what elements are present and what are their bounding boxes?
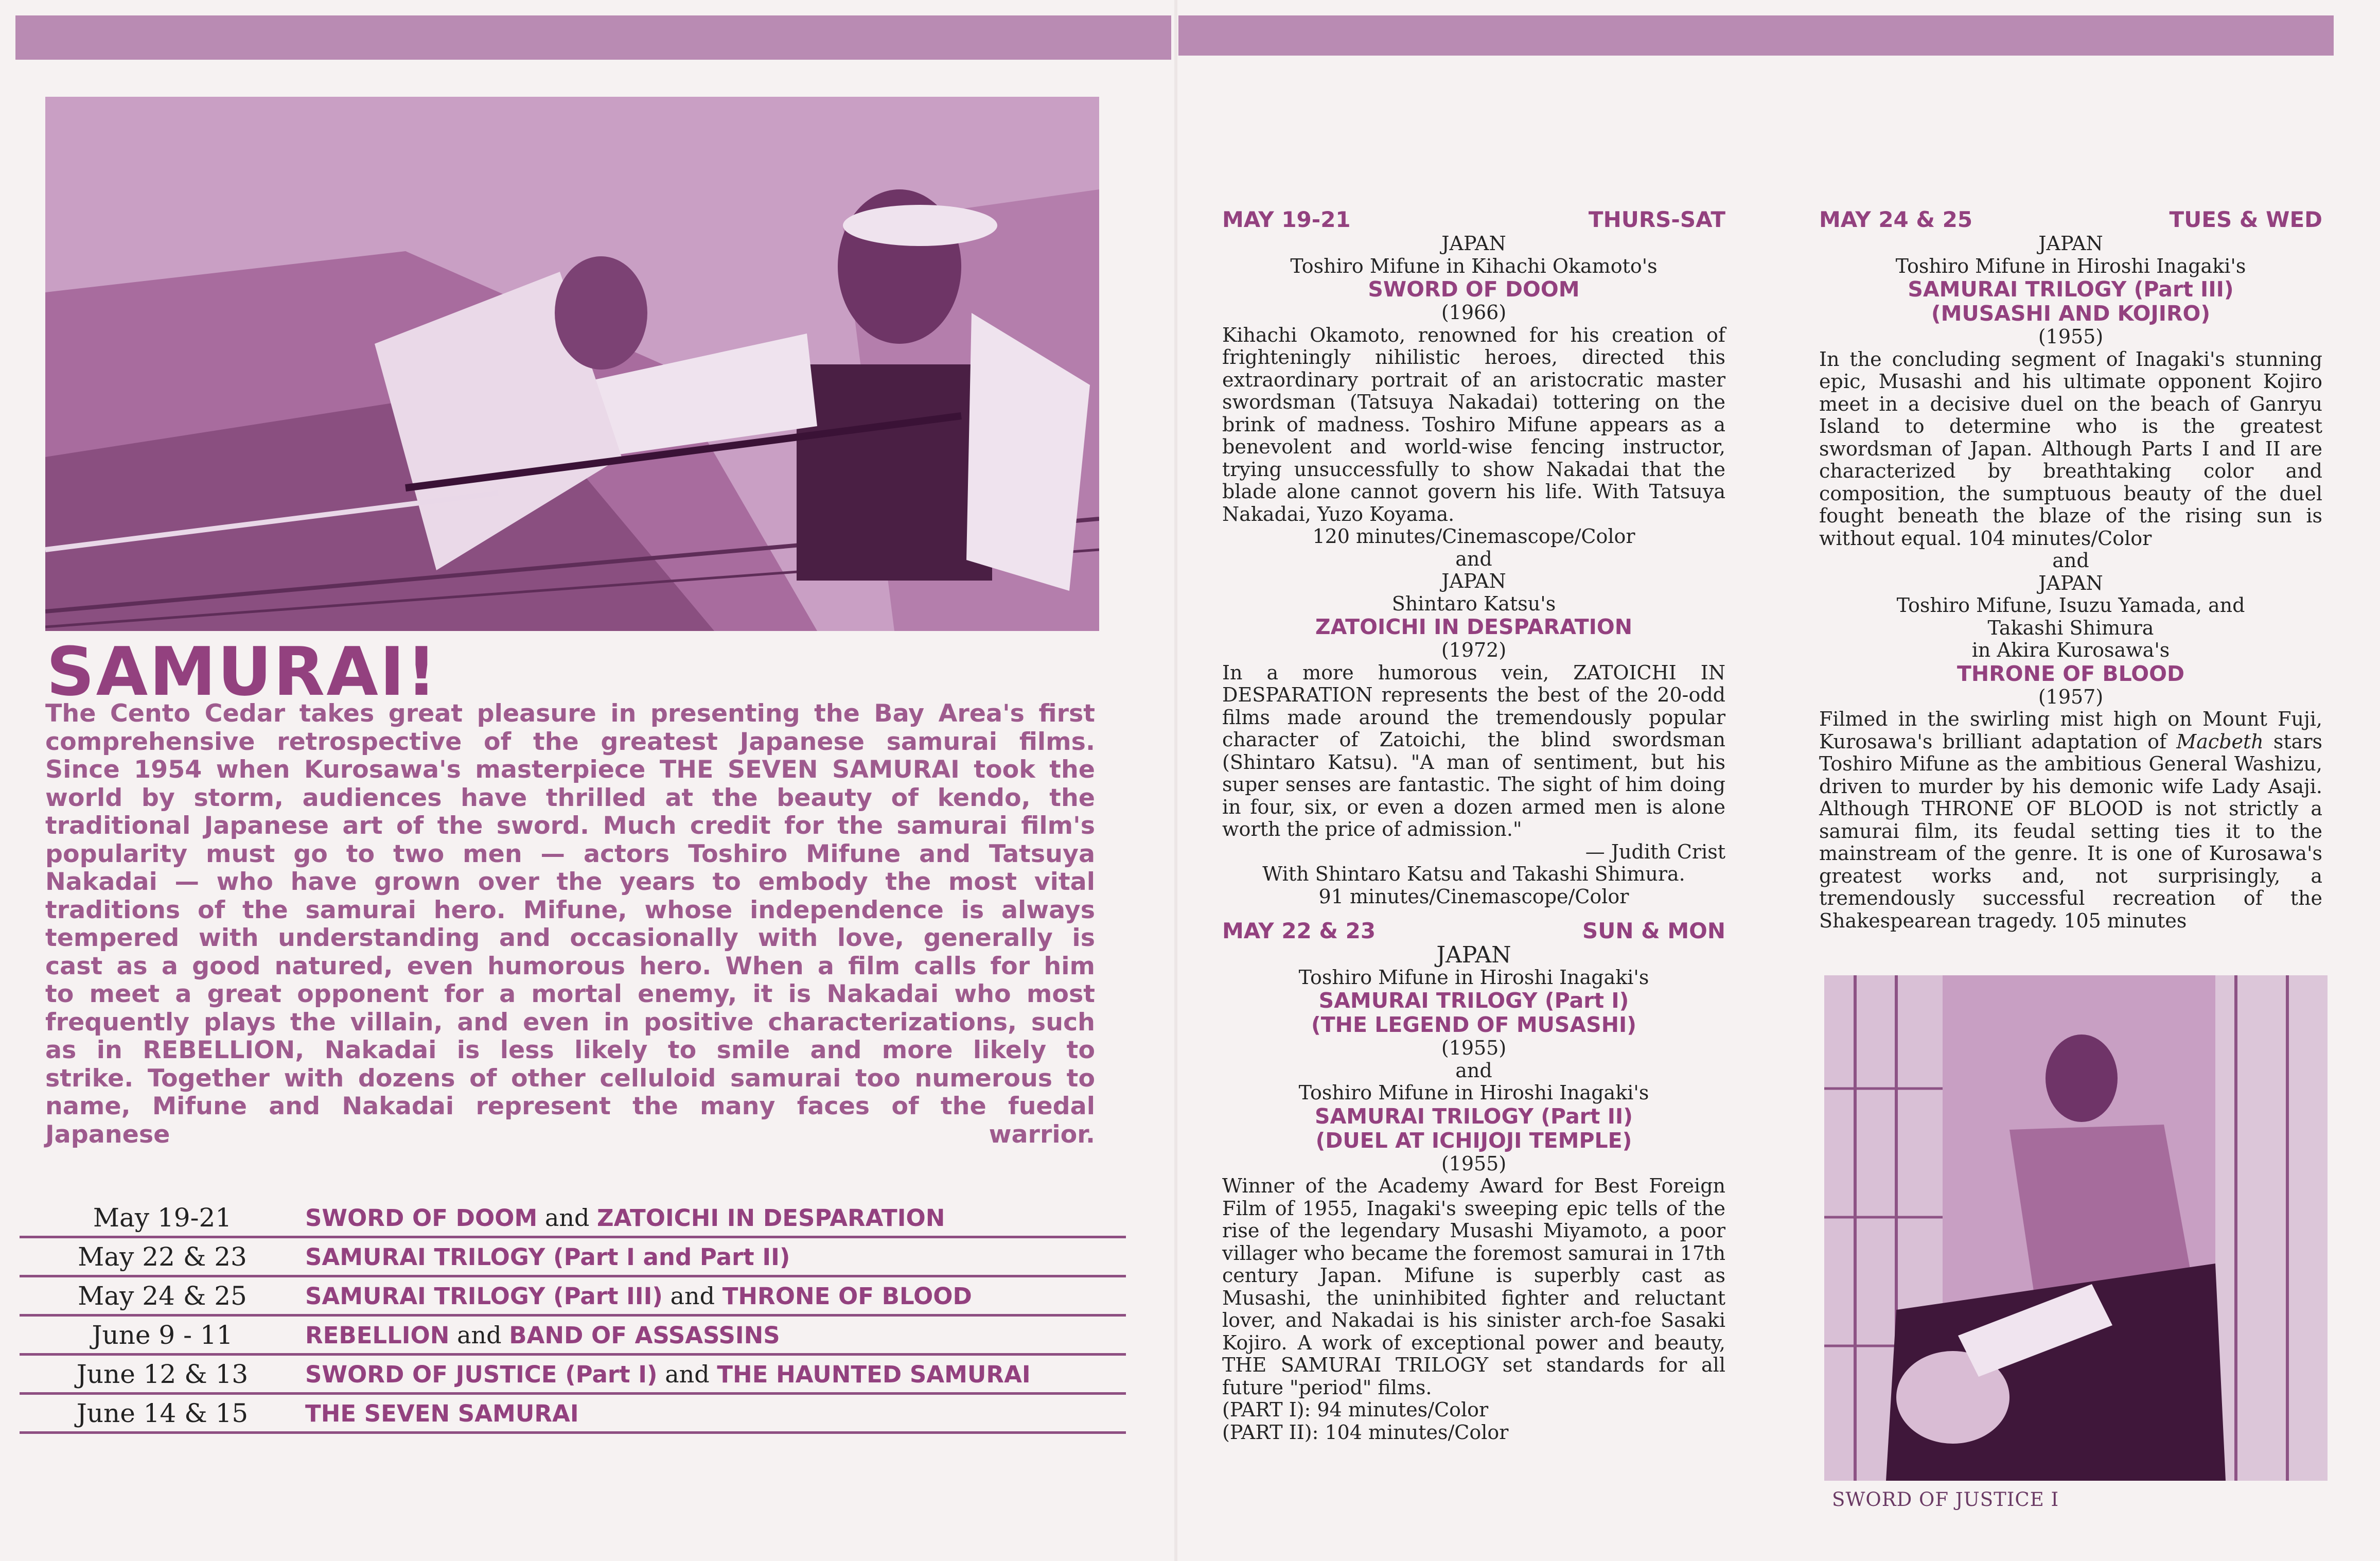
quote-attribution: — Judith Crist: [1585, 840, 1725, 863]
film-subtitle: (MUSASHI AND KOJIRO): [1931, 301, 2211, 326]
and-connector: and: [1455, 547, 1492, 570]
intro-paragraph: The Cento Cedar takes great pleasure in presenting the Bay Area's first comprehensive retrospective of the greatest Japanese samurai films. Since 1954 when Kurosawa's masterpiece THE SEVEN SAMURAI took the world by storm, audiences have thrilled at the beauty of kendo, the traditional Japanese art of the sword. Much credit for the samurai film's popularity must go to two men — actors Toshiro Mifune and Tatsuya Nakadai — who have grown over the years to embody the most vital traditions of the samurai hero. Mifune, whose independence is always tempered with understanding and occasionally with love, generally is cast as a good natured, even humorous hero. When a film calls for him to meet a great opponent for a mortal enemy, it is Nakadai who most frequently plays the villain, and even in positive characterizations, such as in REBELLION, Nakadai is less likely to smile and more likely to strike. Together with dozens of other celluloid samurai too numerous to name, Mifune and Nakadai represent the many faces of the fuedal Japanese warrior.: [45, 699, 1095, 1149]
date-header: MAY 22 & 23 SUN & MON: [1222, 918, 1725, 943]
film-description: In the concluding segment of Inagaki's stunning epic, Musashi and his ultimate opponent Kojiro meet in a decisive duel on the beach of Ganryu Island to determine who is the greatest swordsman of Japan. Although Parts I and II are characterized by breathtaking color and composition, the sumptuous beauty of the duel fought beneath the blaze of the rising sun is without equal. 104 minutes/Color: [1819, 347, 2322, 550]
top-color-band-left: [15, 15, 1171, 60]
schedule-row: [20, 1356, 1126, 1395]
film-title: THRONE OF BLOOD: [1956, 661, 2185, 686]
schedule-table: [20, 1199, 1126, 1434]
film-year: (1966): [1441, 301, 1507, 324]
schedule-row: [20, 1317, 1126, 1356]
schedule-dates: June 14 & 15: [76, 1398, 249, 1428]
film-subtitle: (THE LEGEND OF MUSASHI): [1311, 1012, 1637, 1037]
country-label: JAPAN: [2038, 232, 2103, 255]
schedule-row: [20, 1238, 1126, 1277]
film-year: (1972): [1441, 639, 1507, 661]
film-title: SAMURAI TRILOGY (Part II): [1315, 1103, 1633, 1129]
top-color-band-right: [1178, 15, 2334, 56]
and-connector: and: [2052, 549, 2089, 572]
schedule-films: REBELLION and BAND OF ASSASSINS: [305, 1321, 780, 1349]
film-title: SAMURAI TRILOGY (Part III): [1908, 277, 2234, 302]
page-fold: [1174, 0, 1177, 1561]
photo-caption: SWORD OF JUSTICE I: [1832, 1488, 2059, 1511]
film-title: ZATOICHI IN DESPARATION: [1315, 615, 1633, 639]
film-credit: Shintaro Katsu's: [1391, 592, 1556, 615]
film-year: (1955): [2038, 325, 2104, 348]
right-column: [1819, 207, 2322, 932]
schedule-row: [20, 1277, 1126, 1317]
schedule-dates: June 9 - 11: [92, 1320, 233, 1350]
film-credit: in Akira Kurosawa's: [1971, 639, 2170, 661]
schedule-dates: May 19-21: [93, 1202, 232, 1233]
film-description: Winner of the Academy Award for Best Foreign Film of 1955, Inagaki's sweeping epic tells of the rise of the legendary Musashi Miyamoto, a poor villager who became the foremost samurai in 17th century Japan. Mifune is superbly cast as Musashi, the uninhibited fighter and reluctant lover, and Nakadai is his sinister arch-foe Sasaki Kojiro. A work of exceptional power and beauty, THE SAMURAI TRILOGY set standards for all future "period" films.: [1222, 1174, 1725, 1399]
film-title: SWORD OF DOOM: [1368, 277, 1580, 302]
film-year: (1955): [1441, 1037, 1507, 1059]
film-cast: With Shintaro Katsu and Takashi Shimura.: [1262, 863, 1685, 885]
page-title: SAMURAI!: [46, 633, 438, 711]
film-credit: Toshiro Mifune in Kihachi Okamoto's: [1290, 254, 1658, 277]
film-description: In a more humorous vein, ZATOICHI IN DESPARATION represents the best of the 20-odd films made around the tremendously popular character of Zatoichi, the blind swordsman (Shintaro Katsu). "A man of sentiment, but his super senses are fantastic. The sight of him doing in four, six, or even a dozen armed men is alone worth the price of admission.": [1222, 661, 1725, 840]
film-subtitle: (DUEL AT ICHIJOJI TEMPLE): [1315, 1128, 1632, 1153]
country-label: JAPAN: [2038, 571, 2103, 594]
schedule-dates: May 22 & 23: [78, 1241, 247, 1272]
and-connector: and: [1455, 1059, 1492, 1082]
film-description: Filmed in the swirling mist high on Mount Fuji, Kurosawa's brilliant adaptation of Macbeth stars Toshiro Mifune as the ambitious General Washizu, driven to murder by his demonic wife Lady Asaji. Although THRONE OF BLOOD is not strictly a samurai film, its feudal setting ties it to the mainstream of the genre. It is one of Kurosawa's greatest works and, not surprisingly, a tremendously successful recreation of the Shakespearean tragedy. 105 minutes: [1819, 708, 2323, 932]
samurai-fight-photo: [45, 97, 1099, 631]
schedule-dates: June 12 & 13: [76, 1359, 249, 1389]
schedule-films: SWORD OF DOOM and ZATOICHI IN DESPARATION: [305, 1203, 945, 1232]
film-cast: Takashi Shimura: [1987, 616, 2154, 639]
film-cast: Toshiro Mifune, Isuzu Yamada, and: [1896, 594, 2245, 617]
film-specs: 91 minutes/Cinemascope/Color: [1318, 885, 1629, 908]
schedule-row: [20, 1199, 1126, 1238]
schedule-films: SAMURAI TRILOGY (Part I and Part II): [305, 1243, 790, 1271]
date-header: MAY 24 & 25 TUES & WED: [1819, 207, 2322, 232]
schedule-row: [20, 1395, 1126, 1434]
schedule-dates: May 24 & 25: [78, 1281, 247, 1311]
schedule-films: SWORD OF JUSTICE (Part I) and THE HAUNTED SAMURAI: [305, 1360, 1031, 1388]
film-title: SAMURAI TRILOGY (Part I): [1318, 988, 1629, 1013]
film-specs: (PART I): 94 minutes/Color: [1222, 1398, 1489, 1421]
film-year: (1957): [2038, 685, 2104, 708]
film-description: Kihachi Okamoto, renowned for his creation of frighteningly nihilistic heroes, directed this extraordinary portrait of an aristocratic master swordsman (Tatsuya Nakadai) tottering on the brink of madness. Toshiro Mifune appears as a benevolent and world-wise fencing instructor, trying unsuccessfully to show Nakadai that the blade alone cannot govern his life. With Tatsuya Nakadai, Yuzo Koyama.: [1222, 323, 1725, 525]
film-specs: (PART II): 104 minutes/Color: [1222, 1420, 1509, 1444]
film-specs: 120 minutes/Cinemascope/Color: [1312, 525, 1635, 548]
date-header: MAY 19-21 THURS-SAT: [1222, 207, 1725, 232]
country-label: JAPAN: [1441, 570, 1506, 592]
sword-of-justice-photo: [1824, 975, 2328, 1481]
film-credit: Toshiro Mifune in Hiroshi Inagaki's: [1895, 254, 2246, 277]
middle-column: [1222, 207, 1725, 1444]
schedule-films: THE SEVEN SAMURAI: [305, 1399, 579, 1427]
film-credit: Toshiro Mifune in Hiroshi Inagaki's: [1298, 1081, 1649, 1104]
film-credit: Toshiro Mifune in Hiroshi Inagaki's: [1298, 966, 1649, 989]
country-label: JAPAN: [1441, 232, 1506, 255]
film-year: (1955): [1441, 1152, 1507, 1175]
country-label: JAPAN: [1436, 942, 1511, 968]
schedule-films: SAMURAI TRILOGY (Part III) and THRONE OF BLOOD: [305, 1282, 972, 1310]
